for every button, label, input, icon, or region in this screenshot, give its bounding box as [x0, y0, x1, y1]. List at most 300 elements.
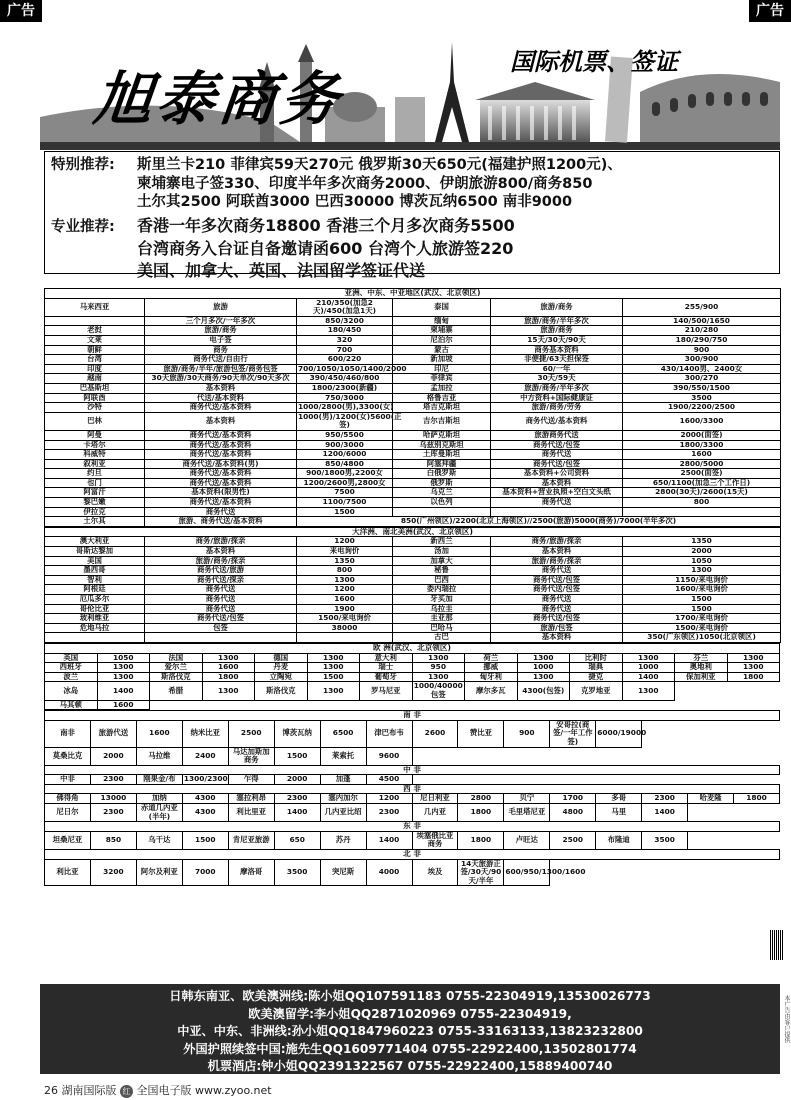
table-cell: 800 — [297, 566, 393, 576]
barcode-strip — [770, 930, 784, 960]
table-cell: 1200/2600男,2800女 — [297, 478, 393, 488]
special-line: 土尔其2500 阿联酋3000 巴西30000 博茨瓦纳6500 南非9000 — [137, 194, 573, 210]
table-cell: 乌干达 — [136, 831, 182, 849]
table-cell: 吉尔吉斯坦 — [393, 412, 491, 430]
table-cell: 1500 — [623, 604, 781, 614]
table-cell: 6500 — [320, 720, 366, 747]
table-cell: 1200 — [366, 794, 412, 804]
table-cell: 保加利亚 — [675, 672, 728, 682]
table-cell: 代送/基本资料 — [145, 393, 297, 403]
table-row — [45, 831, 780, 849]
table-cell: 4500 — [366, 775, 412, 785]
table-cell: 阿根廷 — [45, 585, 145, 595]
empty-cell — [642, 720, 780, 747]
table-cell: 利比亚 — [45, 859, 91, 886]
table-cell: 希腊 — [150, 682, 203, 700]
table-cell: 德国 — [255, 653, 308, 663]
table-cell: 商务/旅游/探亲 — [491, 537, 623, 547]
table-cell: 商务代送/自由行 — [145, 355, 297, 365]
table-cell: 西 非 — [45, 784, 780, 794]
table-cell: 包签 — [145, 623, 297, 633]
table-cell: 几内亚 — [412, 804, 458, 822]
table-cell: 2500 — [228, 720, 274, 747]
ad-label-left: 广告 — [0, 0, 42, 22]
table-row — [45, 575, 781, 585]
table-cell: 700/1050/1050/1400/2000 — [298, 363, 407, 373]
table-cell: 1800 — [734, 794, 780, 804]
table-row — [45, 459, 781, 469]
pro-line: 香港一年多次商务18800 香港三个月多次商务5500 — [137, 215, 515, 235]
table-cell: 土尔其 — [45, 517, 145, 527]
table-cell: 土库曼斯坦 — [393, 450, 491, 460]
table-cell: 越南 — [45, 374, 145, 384]
table-cell: 210/350(加急2天)/450(加急1天) — [297, 298, 393, 316]
table-cell: 650/1100(加急三个工作日) — [623, 478, 781, 488]
table-cell: 苏丹 — [320, 831, 366, 849]
section-header — [45, 527, 781, 537]
page-number: 26 — [44, 1084, 58, 1097]
table-cell: 1600 — [623, 450, 781, 460]
table-cell: 旅游商务代送 — [491, 430, 623, 440]
table-cell: 印度 — [45, 364, 145, 374]
table-cell: 牙买加 — [393, 595, 491, 605]
table-cell: 950 — [412, 663, 465, 673]
table-cell: 瑞典 — [570, 663, 623, 673]
table-cell: 180/290/750 — [623, 335, 781, 345]
table-cell: 4800 — [550, 804, 596, 822]
table-cell: 也门 — [45, 478, 145, 488]
table-cell: 基本资料(限男性) — [145, 488, 297, 498]
table-cell: 1400 — [642, 804, 688, 822]
table-cell: 1500 — [297, 507, 393, 517]
table-cell: 孟加拉 — [393, 383, 491, 393]
table-cell: 3500 — [623, 393, 781, 403]
table-cell: 哈萨克斯坦 — [393, 430, 491, 440]
table-row — [45, 326, 781, 336]
table-cell: 1500/来电询价 — [623, 623, 781, 633]
table-cell: 6000/19000 — [596, 720, 642, 747]
table-cell: 埃塞俄比亚商务 — [412, 831, 458, 849]
table-cell: 澳大利亚 — [45, 537, 145, 547]
table-cell: 旅游代送 — [90, 720, 136, 747]
table-cell: 2300 — [274, 794, 320, 804]
table-cell: 2400 — [182, 747, 228, 765]
table-cell: 卡塔尔 — [45, 440, 145, 450]
table-cell: 700 — [297, 345, 393, 355]
table-cell: 芬兰 — [675, 653, 728, 663]
table-cell: 乌兹别克斯坦 — [393, 440, 491, 450]
table-cell: 390/550/1500 — [623, 383, 781, 393]
empty-cell — [412, 747, 780, 765]
promo-box — [44, 151, 780, 280]
table-cell: 38000 — [297, 623, 393, 633]
table-cell: 巴哈马 — [393, 623, 491, 633]
table-cell: 3200 — [90, 859, 136, 886]
table-row — [45, 450, 781, 460]
table-cell: 60/一年 — [491, 364, 623, 374]
table-cell: 南非 — [45, 720, 91, 747]
table-cell: 瑞士 — [360, 663, 413, 673]
table-cell: 旅游、商务代送/基本资料 — [145, 517, 297, 527]
table-cell: 750/3000 — [297, 393, 393, 403]
table-cell: 1500/来电询价 — [297, 614, 393, 624]
table-cell: 利比里亚 — [228, 804, 274, 822]
table-cell: 1700/来电询价 — [623, 614, 781, 624]
table-cell: 900 — [504, 720, 550, 747]
table-cell: 比利时 — [570, 653, 623, 663]
edition-name: 湖南国际版 — [61, 1084, 117, 1097]
table-cell: 1900 — [297, 604, 393, 614]
table-cell: 突尼斯 — [320, 859, 366, 886]
table-cell: 1600/来电询价 — [623, 585, 781, 595]
table-cell: 3500 — [642, 831, 688, 849]
empty-cell — [150, 700, 780, 710]
table-cell: 坦桑尼亚 — [45, 831, 91, 849]
table-cell: 罗马尼亚 — [360, 682, 413, 700]
table-cell: 1400 — [274, 804, 320, 822]
table-row — [45, 316, 781, 326]
table-cell: 4300(包签) — [517, 682, 570, 700]
table-cell: 多哥 — [596, 794, 642, 804]
table-cell: 基本资料 — [145, 412, 297, 430]
table-cell: 1500 — [182, 831, 228, 849]
table-row — [45, 488, 781, 498]
table-cell: 1300/2300 — [183, 774, 228, 784]
table-cell: 商务代送/基本资料 — [145, 469, 297, 479]
table-cell: 商务代送 — [145, 595, 297, 605]
table-cell: 商务代送 — [491, 595, 623, 605]
table-cell: 2300 — [90, 804, 136, 822]
table-cell: 阿尔及利亚 — [136, 859, 182, 886]
table-cell: 1300 — [622, 653, 675, 663]
table-cell: 旅游/商务/半年多次 — [491, 316, 623, 326]
pro-label: 专业推荐: — [51, 218, 115, 235]
table-cell: 美国 — [45, 556, 145, 566]
table-cell: 马来西亚 — [45, 298, 145, 316]
table-cell: 1050 — [97, 653, 150, 663]
table-cell: 1600 — [136, 720, 182, 747]
table-cell: 1400 — [97, 682, 150, 700]
table-cell: 850/3200 — [297, 316, 393, 326]
table-cell: 汤加 — [393, 547, 491, 557]
table-cell: 赞比亚 — [458, 720, 504, 747]
contact-line: 外国护照续签中国:施先生QQ1609771404 0755-22922400,13502801774 — [183, 1041, 637, 1056]
table-row — [45, 633, 781, 643]
table-cell: 商务代送/探亲 — [145, 575, 297, 585]
table-cell: 欧 洲(武汉、北京领区) — [45, 643, 780, 653]
brand-name: 旭泰商务 — [90, 65, 347, 133]
table-cell: 1000 — [517, 663, 570, 673]
table-cell: 伊拉克 — [45, 507, 145, 517]
table-row — [45, 355, 781, 365]
contact-line: 中亚、中东、非洲线:孙小姐QQ1847960223 0755-33163133,13823232800 — [177, 1024, 643, 1039]
table-cell: 文莱 — [45, 335, 145, 345]
table-cell: 柬埔寨 — [393, 326, 491, 336]
table-cell: 2500(面签) — [623, 469, 781, 479]
table-cell: 1800/3300 — [623, 440, 781, 450]
table-cell: 旅游/商务/劳务 — [491, 403, 623, 413]
table-cell: 委内瑞拉 — [393, 585, 491, 595]
table-cell: 300/900 — [623, 355, 781, 365]
table-cell: 白俄罗斯 — [393, 469, 491, 479]
table-cell: 毛里塔尼亚 — [504, 804, 550, 822]
contact-line: 机票酒店:钟小姐QQ2391322567 0755-22922400,15889400740 — [207, 1059, 613, 1074]
table-cell: 意大利 — [360, 653, 413, 663]
table-cell: 1700 — [550, 794, 596, 804]
table-cell: 莱索托 — [320, 747, 366, 765]
table-cell: 1200/6000 — [297, 450, 393, 460]
table-cell: 商务/旅游/探亲 — [145, 537, 297, 547]
table-row — [45, 747, 780, 765]
table-cell: 1600 — [97, 700, 150, 710]
table-cell: 2300 — [90, 775, 136, 785]
table-cell: 科威特 — [45, 450, 145, 460]
table-cell: 马里 — [596, 804, 642, 822]
table-cell: 印尼 — [393, 364, 491, 374]
table-row — [45, 556, 781, 566]
table-row — [45, 775, 780, 785]
table-cell: 商务代送/基本资料 — [145, 478, 297, 488]
side-note: 本广告由客户提供 — [783, 995, 790, 1043]
table-cell: 埃及 — [412, 859, 458, 886]
table-cell: 1800/2300(新疆) — [297, 383, 393, 393]
table-cell: 3500 — [274, 859, 320, 886]
table-cell: 阿富汗 — [45, 488, 145, 498]
table-cell: 2300 — [366, 804, 412, 822]
table-cell: 1300 — [727, 653, 780, 663]
table-cell: 430/1400男、2400女 — [623, 364, 781, 374]
table-cell: 旅游/商务/探亲 — [491, 556, 623, 566]
table-cell: 法国 — [150, 653, 203, 663]
table-cell: 1400 — [622, 672, 675, 682]
table-cell: 30天旅游/30天商务/90天单次/90天多次 — [145, 374, 297, 384]
table-cell: 1800 — [458, 831, 504, 849]
table-cell: 1900/2200/2500 — [623, 403, 781, 413]
table-cell: 800 — [623, 498, 781, 508]
table-cell: 13000 — [90, 794, 136, 804]
table-cell: 180/450 — [297, 326, 393, 336]
table-cell: 旅游 — [145, 298, 297, 316]
table-row — [45, 547, 781, 557]
table-cell: 亚洲、中东、中亚地区(武汉、北京领区) — [45, 289, 781, 299]
table-cell: 商务代送 — [491, 450, 623, 460]
table-cell: 尼日利亚 — [412, 794, 458, 804]
table-cell: 1000 — [622, 663, 675, 673]
table-cell: 旅游/商务/半年/旅游包签/商务包签 — [145, 364, 297, 374]
table-cell: 商务代送/基本资料(男) — [145, 459, 297, 469]
table-cell: 1350 — [623, 537, 781, 547]
table-cell: 丹麦 — [255, 663, 308, 673]
table-row — [45, 700, 780, 710]
table-cell: 刚果金/布 — [136, 775, 182, 785]
table-cell: 255/900 — [623, 298, 781, 316]
table-cell: 波兰 — [45, 672, 98, 682]
table-cell: 旅游/商务/探亲 — [145, 556, 297, 566]
table-cell: 尼日尔 — [45, 804, 91, 822]
table-cell: 塞内加尔 — [320, 794, 366, 804]
site-link[interactable]: 全国电子版 www.zyoo.net — [136, 1084, 272, 1097]
table-cell: 商务代送/包签 — [491, 585, 623, 595]
table-cell: 1300 — [307, 663, 360, 673]
table-cell: 中非 — [45, 775, 91, 785]
table-cell: 葡萄牙 — [360, 672, 413, 682]
table-row — [45, 859, 780, 886]
table-row — [45, 614, 781, 624]
table-cell: 14天旅游正签/30天/90天/半年 — [458, 859, 504, 886]
contact-line: 欧美澳留学:李小姐QQ2871020969 0755-22304919, — [248, 1006, 572, 1021]
table-cell: 叙利亚 — [45, 459, 145, 469]
table-row — [45, 595, 781, 605]
table-cell: 乍得 — [228, 775, 274, 785]
table-cell: 390/450/460/800 — [297, 374, 393, 384]
table-cell: 1100/7500 — [297, 498, 393, 508]
table-cell: 商务代送/包签 — [491, 459, 623, 469]
table-row — [45, 403, 781, 413]
table-cell: 1150/来电询价 — [623, 575, 781, 585]
table-cell: 1300 — [517, 653, 570, 663]
table-cell: 2000(面签) — [623, 430, 781, 440]
table-cell: 商务代送/包签 — [491, 575, 623, 585]
table-cell: 300/270 — [623, 374, 781, 384]
table-cell: 秘鲁 — [393, 566, 491, 576]
table-cell: 1300 — [97, 663, 150, 673]
table-row — [45, 517, 781, 527]
table-cell: 600/950/1300/1600 — [504, 859, 550, 886]
table-cell: 摩洛哥 — [228, 859, 274, 886]
edition-badge-icon: 红 — [120, 1085, 133, 1098]
table-cell: 1500 — [274, 747, 320, 765]
table-cell: 博茨瓦纳 — [274, 720, 320, 747]
table-cell: 商务基本资料 — [491, 345, 623, 355]
table-cell: 商务代送/基本资料 — [145, 403, 297, 413]
table-row — [45, 374, 781, 384]
table-cell: 1300 — [307, 682, 360, 700]
table-cell: 1000/40000包签 — [413, 681, 463, 699]
table-cell: 捷克 — [570, 672, 623, 682]
table-cell: 几内亚比绍 — [320, 804, 366, 822]
header-banner — [40, 22, 780, 150]
table-cell: 850/4800 — [297, 459, 393, 469]
table-cell: 商务代送/包签 — [491, 440, 623, 450]
table-cell: 西班牙 — [45, 663, 98, 673]
table-cell: 2800 — [458, 794, 504, 804]
table-cell: 商务代送 — [491, 498, 623, 508]
table-row — [45, 440, 781, 450]
table-cell: 格鲁吉亚 — [393, 393, 491, 403]
table-cell: 7000 — [182, 859, 228, 886]
table-cell: 摩尔多瓦 — [465, 682, 518, 700]
table-cell: 1300 — [517, 672, 570, 682]
table-cell: 基本资料 — [491, 547, 623, 557]
table-cell: 850(广州领区)/2200(北京上海领区)//2500(旅游)5000(商务)/7000(半年多次) — [297, 517, 781, 527]
table-row — [45, 604, 781, 614]
table-cell: 阿塞拜疆 — [393, 459, 491, 469]
empty-cell — [688, 804, 780, 822]
table-cell: 安哥拉(商签/一年工作签) — [550, 720, 596, 747]
table-cell: 挪威 — [465, 663, 518, 673]
table-cell: 2800/5000 — [623, 459, 781, 469]
table-cell: 新西兰 — [393, 537, 491, 547]
empty-cell — [688, 831, 780, 849]
table-cell: 2300 — [642, 794, 688, 804]
table-cell: 老挝 — [45, 326, 145, 336]
table-cell: 布隆迪 — [596, 831, 642, 849]
table-cell: 1300 — [97, 672, 150, 682]
table-cell: 旅游/商务 — [491, 298, 623, 316]
table-cell: 泰国 — [393, 298, 491, 316]
table-cell: 1300 — [622, 682, 675, 700]
table-row — [45, 383, 781, 393]
table-cell: 1500 — [307, 672, 360, 682]
table-row — [45, 298, 781, 316]
section-header — [45, 643, 780, 653]
table-cell: 菲律宾 — [393, 374, 491, 384]
table-cell: 商务 — [145, 345, 297, 355]
table-cell: 智利 — [45, 575, 145, 585]
table-cell: 2800(30天)/2600(15天) — [623, 488, 781, 498]
table-cell: 1000/2800(男),3300(女) — [298, 402, 394, 412]
table-row — [45, 335, 781, 345]
table-cell: 1800 — [202, 672, 255, 682]
table-cell: 1600 — [202, 663, 255, 673]
table-cell: 俄罗斯 — [393, 478, 491, 488]
table-cell: 320 — [297, 335, 393, 345]
asia-table — [44, 288, 781, 527]
table-cell: 1600 — [297, 595, 393, 605]
table-cell: 加纳 — [136, 794, 182, 804]
table-cell: 巴林 — [45, 412, 145, 430]
table-cell: 商务代送/基本资料 — [145, 440, 297, 450]
table-cell: 4000 — [366, 859, 412, 886]
table-cell: 大洋洲、南北美洲(武汉、北京领区) — [45, 527, 781, 537]
table-row — [45, 682, 780, 700]
table-cell — [145, 633, 297, 643]
table-cell: 阿曼 — [45, 430, 145, 440]
table-cell: 以色列 — [393, 498, 491, 508]
pro-line: 台湾商务入台证自备邀请函600 台湾个人旅游签220 — [137, 239, 514, 258]
table-cell: 商务代送/基本资料 — [145, 450, 297, 460]
table-cell: 2000 — [623, 547, 781, 557]
table-cell: 肯尼亚旅游 — [228, 831, 274, 849]
table-row — [45, 566, 781, 576]
table-cell: 三个月多次/一年多次 — [145, 316, 297, 326]
table-cell: 1200 — [297, 585, 393, 595]
table-cell: 1300 — [412, 653, 465, 663]
table-row — [45, 585, 781, 595]
table-cell: 北 非 — [45, 850, 780, 860]
table-cell: 基本资料 — [145, 547, 297, 557]
table-cell: 基本资料 — [145, 383, 297, 393]
table-cell: 商务代送 — [491, 566, 623, 576]
table-cell: 爱尔兰 — [150, 663, 203, 673]
table-cell: 1800 — [727, 672, 780, 682]
table-cell: 1200 — [297, 537, 393, 547]
special-line: 斯里兰卡210 菲律宾59天270元 俄罗斯30天650元(福建护照1200元)、 — [137, 157, 622, 173]
table-cell — [297, 633, 393, 643]
table-cell: 900/1800男,2200女 — [297, 469, 393, 479]
table-cell: 加拿大 — [393, 556, 491, 566]
table-cell — [45, 633, 145, 643]
table-cell: 来电询价 — [297, 547, 393, 557]
table-cell: 沙特 — [45, 403, 145, 413]
table-cell: 1600/3300 — [623, 412, 781, 430]
page-footer — [44, 1082, 272, 1098]
special-line: 柬埔寨电子签330、印度半年多次商务2000、伊朗旅游800/商务850 — [137, 175, 593, 192]
table-cell: 4300 — [182, 794, 228, 804]
table-row — [45, 537, 781, 547]
table-cell: 850 — [90, 831, 136, 849]
table-cell: 2000 — [274, 775, 320, 785]
